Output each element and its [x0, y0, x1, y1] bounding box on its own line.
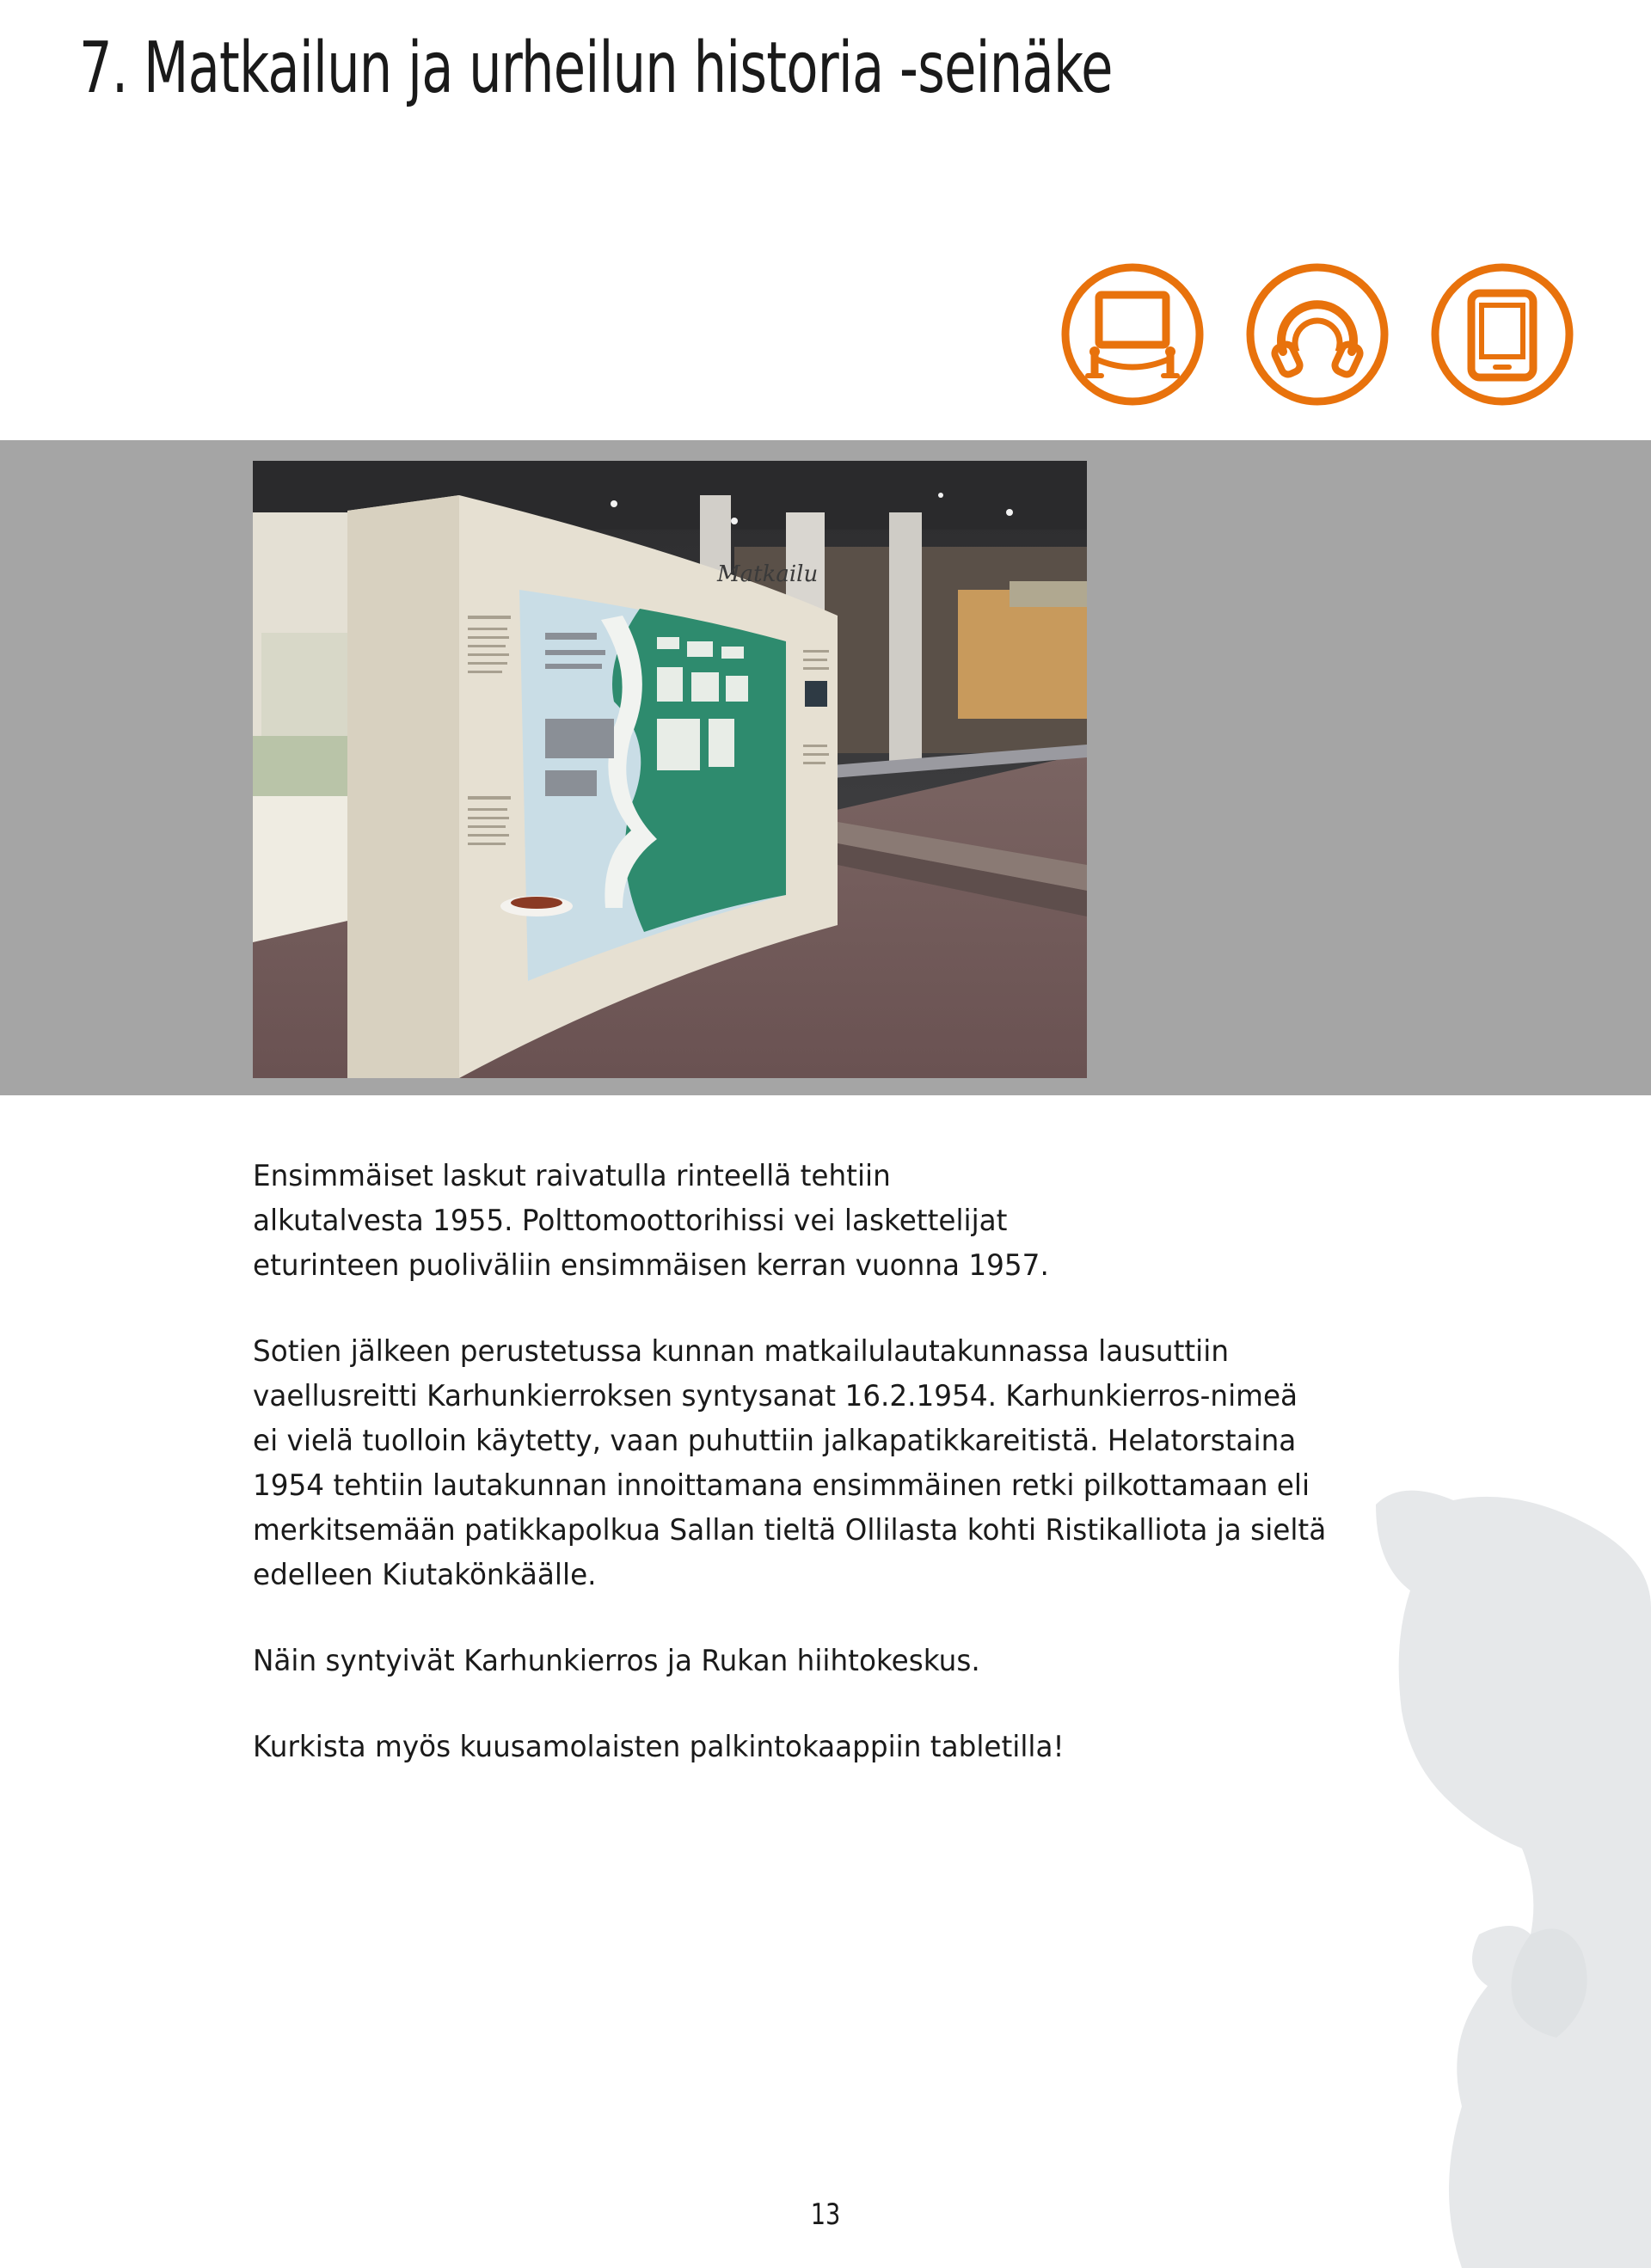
exhibit-photo — [253, 461, 1087, 1078]
paragraph-1: Ensimmäiset laskut raivatulla rinteellä tehtiin alkutalvesta 1955. Polttomoottorihissi vei laskettelijat eturinteen puoliväliin ensimmäisen kerran vuonna 1957. — [253, 1159, 1049, 1283]
exhibit-display-icon — [1060, 262, 1205, 407]
paragraph-2: Sotien jälkeen perustetussa kunnan matkailulautakunnassa lausuttiin vaellusreitti Karhunkierroksen syntysanat 16.2.1954. Karhunkierros-nimeä ei vielä tuolloin käytetty, vaan puhuttiin jalkapatikkareitistä. Helatorstaina 1954 tehtiin lautakunnan innoittamana ensimmäinen retki pilkottamaan eli merkitsemään patikkapolkua Sallan tieltä Ollilasta kohti Ristikalliota ja sieltä edelleen Kiutakönkäälle. — [253, 1334, 1327, 1592]
page-title: 7. Matkailun ja urheilun historia -seinäke — [79, 28, 1113, 109]
wall-logo: Matkailu — [717, 561, 819, 587]
headphones-icon — [1245, 262, 1390, 407]
bear-watermark — [1341, 1487, 1651, 2268]
body-text — [253, 1154, 1351, 1811]
paragraph-4: Kurkista myös kuusamolaisten palkintokaappiin tabletilla! — [253, 1730, 1065, 1764]
feature-icons — [1060, 262, 1574, 407]
tablet-icon — [1430, 262, 1574, 407]
page-number: 13 — [810, 2198, 841, 2232]
paragraph-3: Näin syntyivät Karhunkierros ja Rukan hiihtokeskus. — [253, 1644, 980, 1678]
